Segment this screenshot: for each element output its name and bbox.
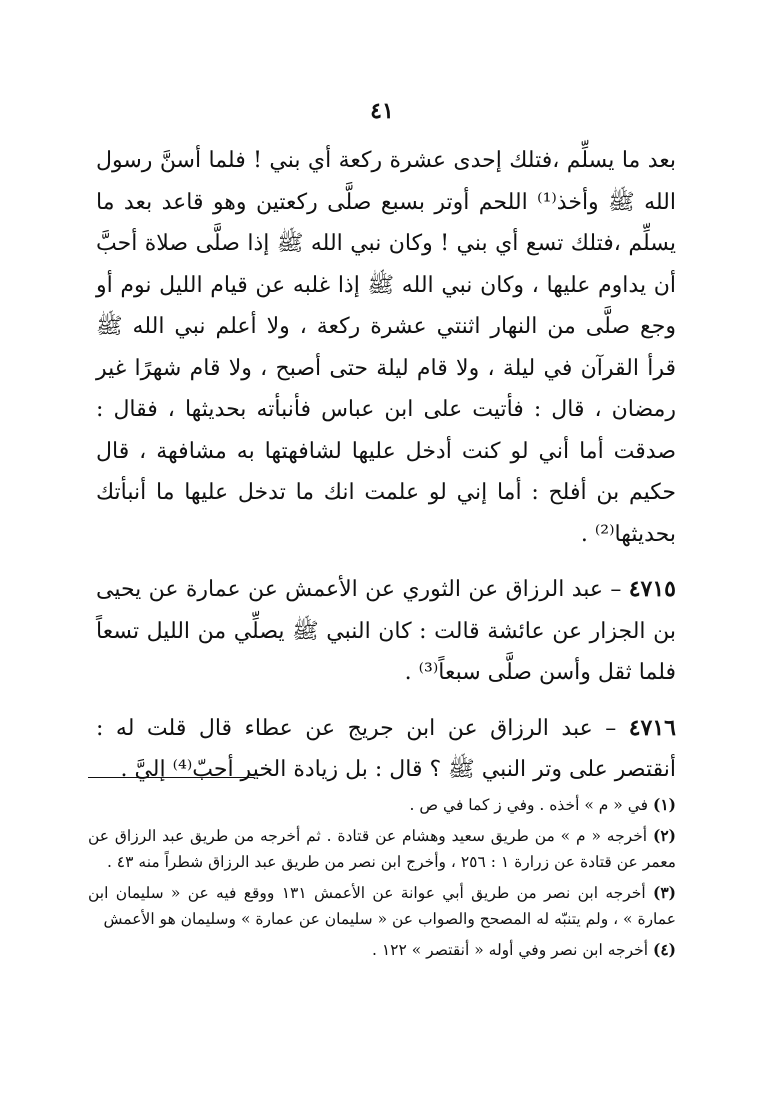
footnote-3 (88, 880, 676, 932)
footnote-number: (١) (652, 795, 676, 814)
paragraph-hadith-4716 (96, 708, 676, 791)
hadith-number: ٤٧١٦ (628, 714, 676, 741)
footnotes (88, 792, 676, 968)
footnote-text: في « م » أخذه . وفي ز كما في ص . (409, 796, 649, 814)
footnote-2 (88, 823, 676, 875)
footnote-4 (88, 937, 676, 963)
paragraph-continuation (96, 140, 676, 555)
paragraph-text: – عبد الرزاق عن الثوري عن الأعمش عن عمارة عن يحيى بن الجزار عن عائشة قالت : كان النبي ﷺ يصلِّي من الليل تسعاً فلما ثقل وأسن صلَّى سبعاً⁽³⁾ . (96, 577, 676, 685)
footnote-number: (٤) (652, 940, 676, 959)
footnote-text: أخرجه « م » من طريق سعيد وهشام عن قتادة . ثم أخرجه من طريق عبد الرزاق عن معمر عن قتادة عن زرارة ١ : ٢٥٦ ، وأخرج ابن نصر من طريق عبد الرزاق شطراً منه ٤٣ . (88, 827, 676, 871)
footnote-text: أخرجه ابن نصر من طريق أبي عوانة عن الأعمش ١٣١ ووقع فيه عن « سليمان ابن عمارة » ، ولم يتنبّه له المصحح والصواب عن « سليمان عن عمارة » وسليمان هو الأعمش (88, 884, 676, 928)
footnote-text: أخرجه ابن نصر وفي أوله « أنقتصر » ١٢٢ . (371, 941, 649, 959)
footnote-number: (٢) (652, 826, 676, 845)
hadith-number: ٤٧١٥ (628, 576, 676, 602)
page-number: ٤١ (370, 98, 394, 124)
main-text (96, 140, 676, 791)
footnote-number: (٣) (652, 883, 676, 902)
paragraph-text: – عبد الرزاق عن ابن جريج عن عطاء قال قلت له : أنقتصر على وتر النبي ﷺ ؟ قال : بل زيادة الخير أحبّ⁽⁴⁾ إليَّ . (96, 715, 676, 782)
paragraph-text: بعد ما يسلِّم ،فتلك إحدى عشرة ركعة أي بني ! فلما أسنَّ رسول الله ﷺ وأخذ⁽¹⁾ اللحم أوتر بسبع صلَّى ركعتين وهو قاعد بعد ما يسلِّم ،فتلك تسع أي بني ! وكان نبي الله ﷺ إذا صلَّى صلاة أحبَّ أن يداوم عليها ، وكان نبي الله ﷺ إذا غلبه عن قيام الليل نوم أو وجع صلَّى من النهار اثنتي عشرة ركعة ، ولا أعلم نبي الله ﷺ قرأ القرآن في ليلة ، ولا قام ليلة حتى أصبح ، ولا قام شهرًا غير رمضان ، قال : فأتيت على ابن عباس فأنبأته بحديثها ، فقال : صدقت أما أني لو كنت أدخل عليها لشافهتها به مشافهة ، قال حكيم بن أفلح : أما إني لو علمت انك ما تدخل عليها ما أنبأتك بحديثها⁽²⁾ . (96, 148, 676, 547)
paragraph-hadith-4715 (96, 569, 676, 694)
footnote-divider (88, 777, 254, 778)
footnote-1 (88, 792, 676, 818)
